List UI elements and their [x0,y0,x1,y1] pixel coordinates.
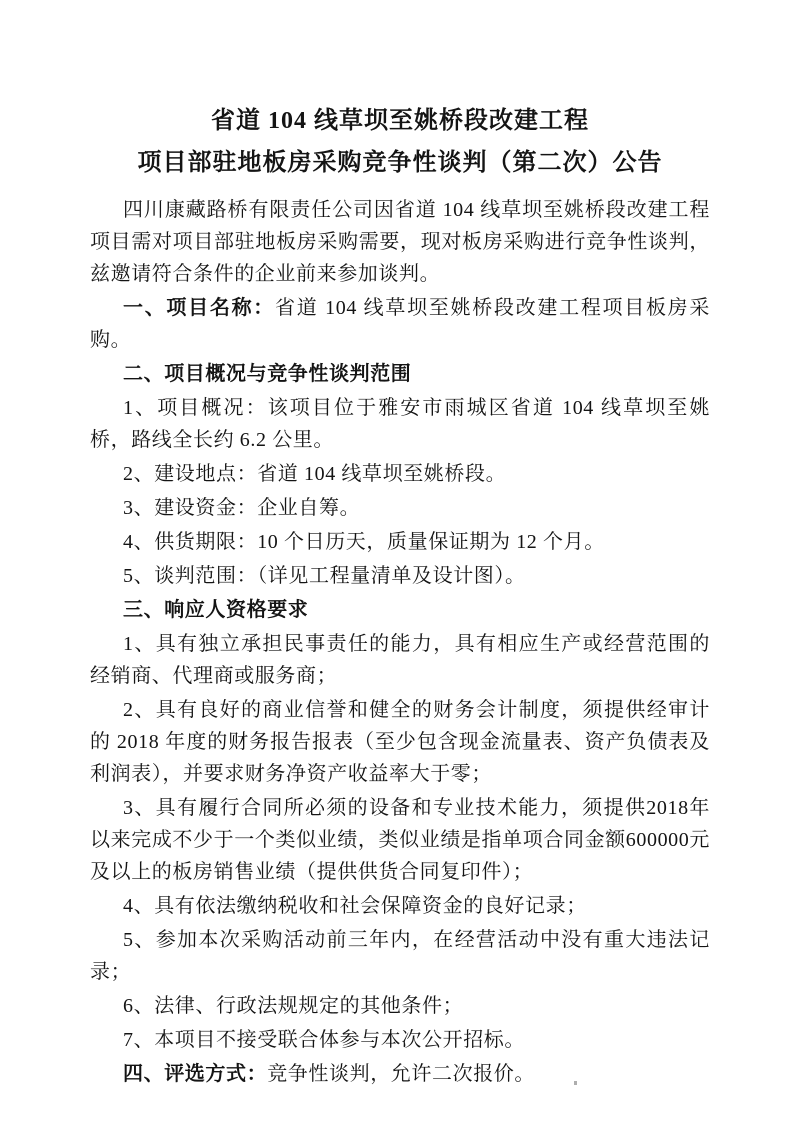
qualification-item-6: 6、法律、行政法规规定的其他条件； [123,995,464,1017]
qualification-item-2: 2、具有良好的商业信誉和健全的财务会计制度，须提供经审计的 2018 年度的财务报告报表（至少包含现金流量表、资产负债表及利润表），并要求财务净资产收益率大于零； [90,699,710,785]
overview-item-1: 1、项目概况：该项目位于雅安市雨城区省道 104 线草坝至姚桥，路线全长约 6.2 公里。 [90,397,710,451]
section-3-heading [90,594,710,626]
overview-item-4: 4、供货期限：10 个日历天，质量保证期为 12 个月。 [123,531,605,553]
scan-artifact-dot [574,1081,577,1085]
section-4-evaluation-method [90,1058,710,1090]
overview-item-2: 2、建设地点：省道 104 线草坝至姚桥段。 [123,463,507,485]
section-1-text: 省道 104 线草坝至姚桥段改建工程项目板房采购。 [90,297,710,351]
qualification-item-4: 4、具有依法缴纳税收和社会保障资金的良好记录； [123,895,587,917]
intro-paragraph: 四川康藏路桥有限责任公司因省道 104 线草坝至姚桥段改建工程项目需对项目部驻地板房采购需要，现对板房采购进行竞争性谈判，兹邀请符合条件的企业前来参加谈判。 [90,199,710,285]
section-3-label: 三、响应人资格要求 [123,599,309,621]
section-2-label: 二、项目概况与竞争性谈判范围 [123,363,412,385]
document-title-line1: 省道 104 线草坝至姚桥段改建工程 [211,108,589,134]
qualification-item-7: 7、本项目不接受联合体参与本次公开招标。 [123,1029,525,1051]
section-4-text: 竞争性谈判，允许二次报价。 [267,1063,536,1085]
section-1-label: 一、项目名称： [123,297,276,319]
section-2-heading [90,358,710,390]
document-title-line2: 项目部驻地板房采购竞争性谈判（第二次）公告 [137,150,663,176]
section-4-label: 四、评选方式： [123,1063,268,1085]
section-1-project-name [90,292,710,356]
qualification-item-3: 3、具有履行合同所必须的设备和专业技术能力，须提供2018年以来完成不少于一个类似业绩，类似业绩是指单项合同金额600000元及以上的板房销售业绩（提供供货合同复印件）； [90,797,710,883]
overview-item-5: 5、谈判范围：（详见工程量清单及设计图）。 [123,565,526,587]
qualification-item-1: 1、具有独立承担民事责任的能力，具有相应生产或经营范围的经销商、代理商或服务商； [90,633,710,687]
qualification-item-5: 5、参加本次采购活动前三年内，在经营活动中没有重大违法记录； [90,929,710,983]
overview-item-3: 3、建设资金：企业自筹。 [123,497,361,519]
